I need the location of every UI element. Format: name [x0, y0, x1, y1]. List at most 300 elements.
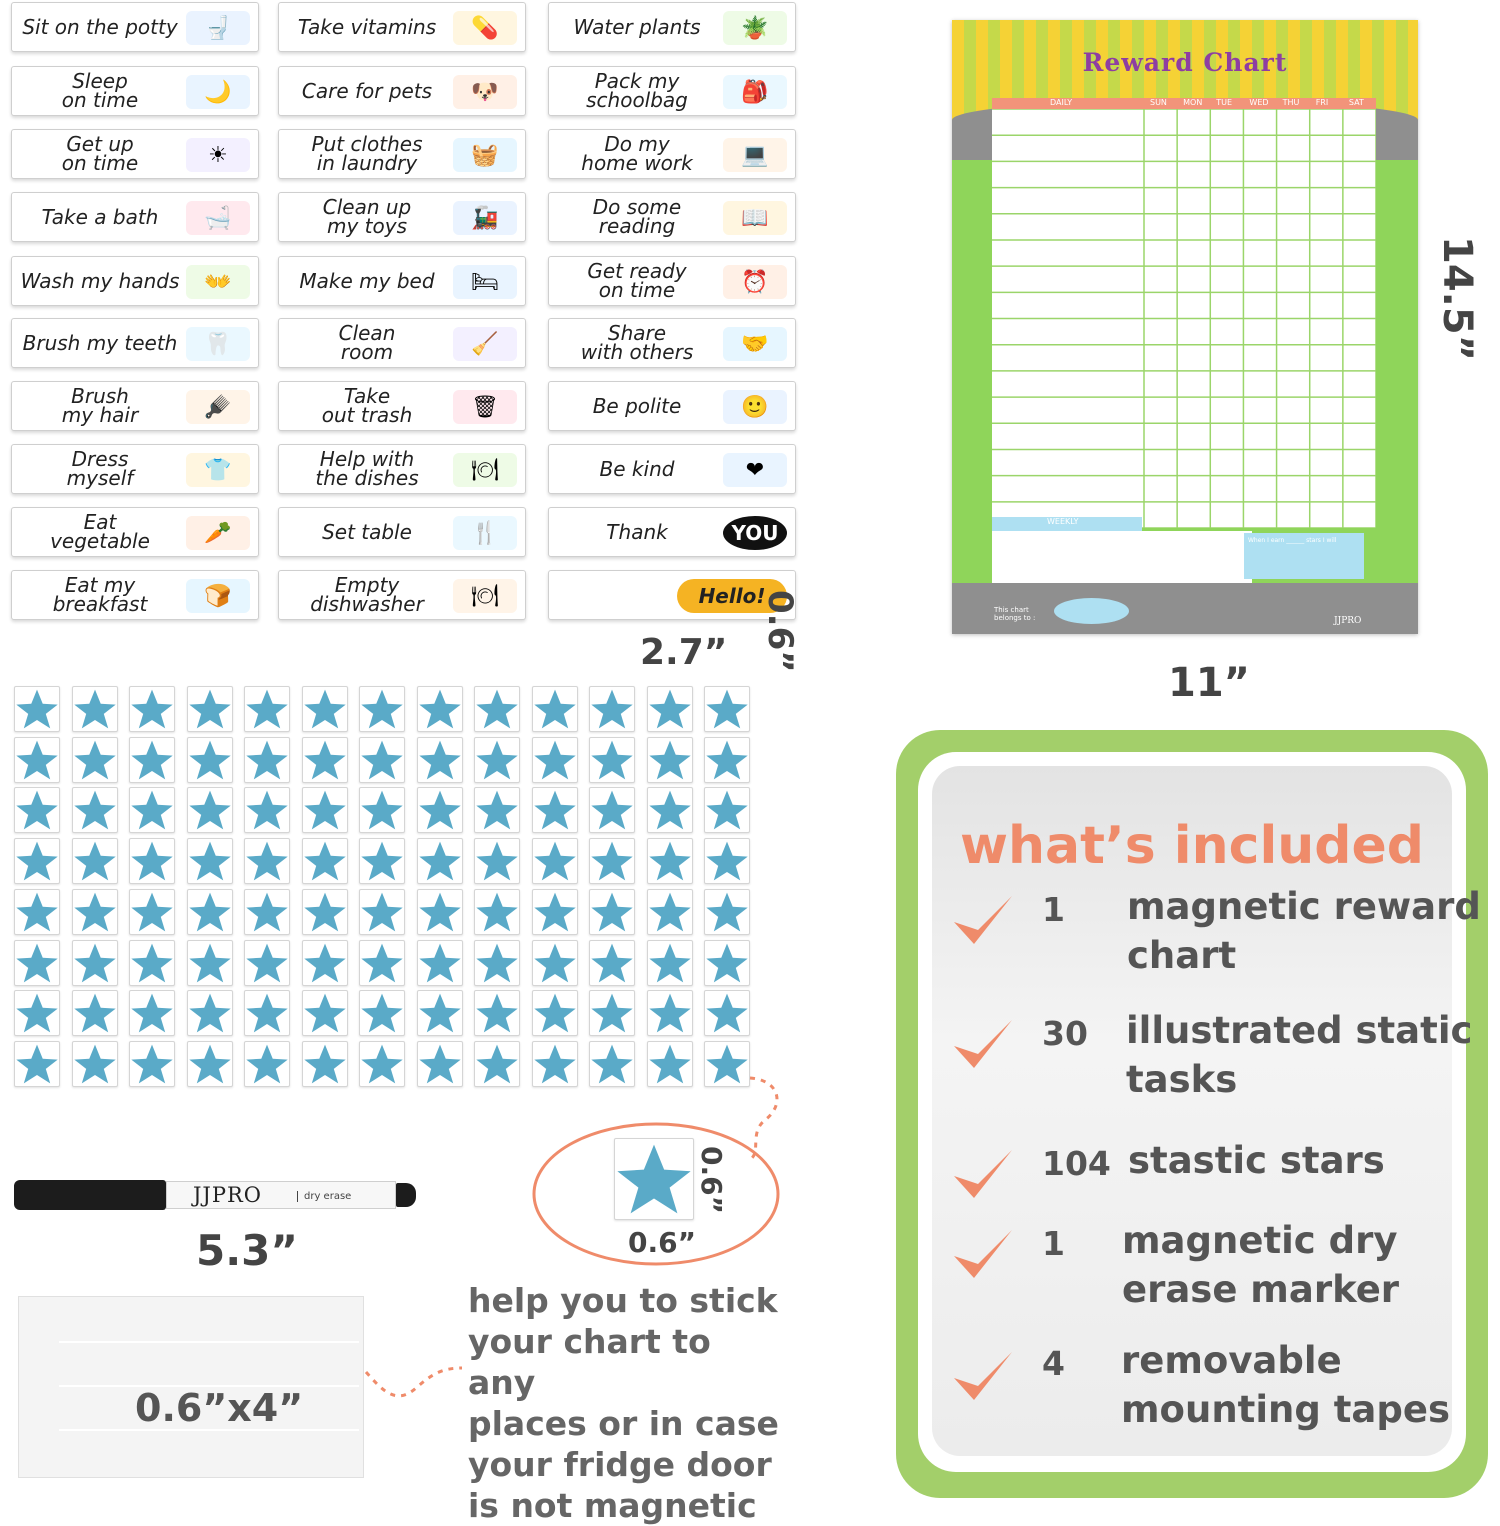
included-title: what’s included [959, 816, 1425, 876]
task-card [278, 256, 526, 306]
marker-cap [14, 1180, 166, 1210]
homework-icon: 💻 [723, 138, 787, 172]
reading-icon: 📖 [723, 201, 787, 235]
task-label: Do some reading [592, 195, 682, 238]
earn-box: When I earn ______ stars I will [1244, 533, 1364, 579]
chart-grid [992, 98, 1376, 528]
chart-grid-header [992, 98, 1376, 109]
star-sticker [417, 940, 463, 986]
star-sticker [72, 686, 118, 732]
star-icon [130, 788, 174, 832]
star-sticker [417, 686, 463, 732]
checkmark-icon [950, 1226, 1016, 1286]
star-sticker [532, 1041, 578, 1087]
star-sticker [244, 1041, 290, 1087]
star-sticker [244, 787, 290, 833]
task-label: Brush my hair [61, 384, 139, 427]
star-icon [475, 890, 519, 934]
star-sticker [417, 1041, 463, 1087]
task-card [278, 444, 526, 494]
task-label: Water plants [573, 14, 701, 39]
star-icon [245, 687, 289, 731]
star-sticker [417, 889, 463, 935]
star-sticker [72, 990, 118, 1036]
chart-width-label: 11” [1168, 660, 1250, 706]
star-sticker [704, 686, 750, 732]
star-sticker [129, 990, 175, 1036]
star-sticker [474, 787, 520, 833]
star-icon [303, 1042, 347, 1086]
toast-icon: 🍞 [186, 579, 250, 613]
day-label: THU [1282, 98, 1300, 107]
task-label: Help with the dishes [315, 447, 419, 490]
star-sticker [647, 990, 693, 1036]
task-card [11, 256, 259, 306]
thank-you-icon: YOU [723, 516, 787, 550]
star-icon [245, 991, 289, 1035]
star-sticker [187, 940, 233, 986]
task-label: Be polite [592, 393, 682, 418]
task-card [548, 444, 796, 494]
task-card [548, 318, 796, 368]
star-sticker [129, 686, 175, 732]
marker-length-label: 5.3” [196, 1226, 299, 1275]
included-count: 1 [1042, 890, 1065, 929]
star-sticker [187, 889, 233, 935]
star-icon [475, 687, 519, 731]
polite-kids-icon: 🙂 [723, 390, 787, 424]
star-sticker [244, 838, 290, 884]
marker-type: dry erase [297, 1191, 351, 1202]
task-label: Set table [322, 519, 412, 544]
star-icon [533, 991, 577, 1035]
star-sticker [129, 737, 175, 783]
task-label: Do my home work [581, 132, 693, 175]
potty-icon: 🚽 [186, 11, 250, 45]
star-icon [705, 788, 749, 832]
star-icon [648, 941, 692, 985]
teamwork-hands-icon: 🤝 [723, 327, 787, 361]
star-icon [130, 991, 174, 1035]
star-icon [648, 788, 692, 832]
star-sticker [532, 889, 578, 935]
star-icon [15, 1042, 59, 1086]
task-label: Clean room [338, 321, 396, 364]
star-sticker [302, 940, 348, 986]
included-text: removable mounting tapes [1121, 1339, 1450, 1431]
star-sticker [302, 889, 348, 935]
star-detail-sticker [614, 1138, 694, 1220]
made-bed-icon: 🛏 [453, 265, 517, 299]
star-icon [475, 991, 519, 1035]
star-sticker [647, 737, 693, 783]
star-icon [130, 687, 174, 731]
star-icon [418, 788, 462, 832]
day-label: SUN [1150, 98, 1167, 107]
star-icon [360, 1042, 404, 1086]
task-card [11, 444, 259, 494]
reward-chart [952, 20, 1418, 634]
task-card [278, 381, 526, 431]
task-label: Put clothes in laundry [311, 132, 423, 175]
task-label: Take vitamins [297, 14, 437, 39]
included-count: 4 [1042, 1344, 1065, 1383]
task-label: Get ready on time [587, 259, 687, 302]
star-icon [303, 687, 347, 731]
marker-tip [396, 1183, 416, 1207]
star-icon [418, 941, 462, 985]
star-icon [303, 788, 347, 832]
star-icon [533, 687, 577, 731]
task-card [548, 381, 796, 431]
star-icon [15, 941, 59, 985]
tape-note: help you to stick your chart to any places or in case your fridge door is not magnetic [468, 1281, 779, 1525]
star-sticker [474, 686, 520, 732]
star-sticker [244, 990, 290, 1036]
day-label: WED [1249, 98, 1269, 107]
star-sticker [72, 1041, 118, 1087]
daily-label: DAILY [1050, 98, 1073, 107]
star-sticker [244, 686, 290, 732]
star-icon [15, 738, 59, 782]
toys-icon: 🚂 [453, 201, 517, 235]
star-sticker [359, 737, 405, 783]
weekly-label: WEEKLY [992, 517, 1142, 531]
task-card [278, 192, 526, 242]
star-sticker [647, 889, 693, 935]
task-card [11, 66, 259, 116]
star-sticker [359, 787, 405, 833]
star-icon [15, 788, 59, 832]
star-sticker [187, 787, 233, 833]
star-icon [590, 839, 634, 883]
task-card [548, 570, 796, 620]
included-text: illustrated static tasks [1126, 1009, 1473, 1101]
included-text: stastic stars [1128, 1139, 1385, 1182]
star-icon [648, 738, 692, 782]
task-card [11, 192, 259, 242]
star-icon [475, 941, 519, 985]
tape-strip [59, 1341, 359, 1387]
star-icon [188, 788, 232, 832]
task-card [11, 318, 259, 368]
included-count: 104 [1042, 1144, 1111, 1183]
task-label: Clean up my toys [322, 195, 412, 238]
plate-icon: 🍴 [453, 516, 517, 550]
star-sticker [417, 787, 463, 833]
task-card [278, 66, 526, 116]
schoolbag-icon: 🎒 [723, 75, 787, 109]
star-icon [188, 890, 232, 934]
star-sticker [532, 737, 578, 783]
star-sticker [474, 889, 520, 935]
star-icon [705, 941, 749, 985]
star-sticker [129, 787, 175, 833]
star-icon [475, 738, 519, 782]
task-card [11, 129, 259, 179]
star-sticker [704, 940, 750, 986]
task-label: Wash my hands [20, 268, 180, 293]
star-icon [705, 687, 749, 731]
alarm-clock-icon: ⏰ [723, 265, 787, 299]
star-icon [533, 738, 577, 782]
star-icon [705, 839, 749, 883]
task-label: Sleep on time [61, 69, 139, 112]
trash-bins-icon: 🗑 [453, 390, 517, 424]
star-icon [73, 738, 117, 782]
task-card [548, 2, 796, 52]
star-icon [475, 839, 519, 883]
star-icon [188, 1042, 232, 1086]
star-sticker [532, 686, 578, 732]
star-icon [533, 941, 577, 985]
star-icon [590, 941, 634, 985]
star-sticker [302, 737, 348, 783]
dry-erase-marker [14, 1178, 416, 1212]
task-card [11, 2, 259, 52]
vitamin-icon: 💊 [453, 11, 517, 45]
star-sticker [187, 737, 233, 783]
star-sticker [647, 686, 693, 732]
pets-icon: 🐶 [453, 75, 517, 109]
included-count: 1 [1042, 1224, 1065, 1263]
day-label: MON [1183, 98, 1203, 107]
star-sticker [72, 737, 118, 783]
day-label: TUE [1216, 98, 1233, 107]
included-text: magnetic reward chart [1127, 885, 1481, 977]
star-sticker [474, 990, 520, 1036]
task-card [11, 507, 259, 557]
task-label: Care for pets [301, 78, 433, 103]
star-icon [648, 991, 692, 1035]
star-sticker [129, 1041, 175, 1087]
star-icon [73, 890, 117, 934]
star-icon [360, 738, 404, 782]
task-card [278, 570, 526, 620]
star-sticker [589, 787, 635, 833]
star-icon [590, 991, 634, 1035]
star-icon [245, 738, 289, 782]
star-sticker [359, 1041, 405, 1087]
star-icon [705, 991, 749, 1035]
task-label: Sit on the potty [22, 14, 178, 39]
star-sticker [244, 889, 290, 935]
star-sticker [302, 990, 348, 1036]
star-sticker [359, 838, 405, 884]
tape-size-label: 0.6”x4” [135, 1386, 304, 1430]
day-label: SAT [1348, 98, 1364, 107]
task-label: Eat vegetable [50, 510, 150, 553]
task-width-label: 2.7” [640, 632, 728, 673]
chart-brand: JJPRO [1334, 616, 1362, 626]
star-icon [15, 687, 59, 731]
star-icon [130, 738, 174, 782]
star-sticker [589, 686, 635, 732]
star-icon [418, 738, 462, 782]
star-icon [533, 890, 577, 934]
star-sticker [72, 838, 118, 884]
star-icon [475, 1042, 519, 1086]
star-sticker [302, 787, 348, 833]
star-icon [418, 839, 462, 883]
star-icon [590, 1042, 634, 1086]
task-card [548, 507, 796, 557]
star-sticker [417, 737, 463, 783]
star-sticker [589, 838, 635, 884]
task-label: Take out trash [321, 384, 413, 427]
task-label: Thank [606, 519, 668, 544]
task-card [548, 256, 796, 306]
tape-strip [59, 1297, 359, 1343]
star-icon [590, 788, 634, 832]
star-sticker [647, 838, 693, 884]
star-icon [590, 687, 634, 731]
star-icon [130, 890, 174, 934]
star-height-label: 0.6” [695, 1146, 728, 1215]
marker-barrel [166, 1181, 396, 1209]
task-height-label: 0.6” [760, 590, 800, 673]
star-sticker [187, 990, 233, 1036]
chart-grid-lines [992, 98, 1376, 528]
dishes-icon: 🍽 [453, 453, 517, 487]
task-card [548, 66, 796, 116]
star-sticker [417, 838, 463, 884]
star-sticker [302, 838, 348, 884]
task-card [548, 129, 796, 179]
star-icon [130, 839, 174, 883]
star-sticker [704, 737, 750, 783]
star-sticker [129, 838, 175, 884]
weekly-box [992, 531, 1252, 583]
star-icon [418, 890, 462, 934]
star-icon [130, 941, 174, 985]
star-sticker [359, 686, 405, 732]
star-icon [73, 839, 117, 883]
task-card [11, 381, 259, 431]
task-label: Make my bed [299, 268, 435, 293]
star-sticker [14, 940, 60, 986]
star-icon [418, 1042, 462, 1086]
star-sticker [302, 1041, 348, 1087]
star-icon [15, 839, 59, 883]
star-sticker [474, 940, 520, 986]
star-sticker [704, 990, 750, 1036]
bed-night-icon: 🌙 [186, 75, 250, 109]
star-sticker [244, 737, 290, 783]
star-icon [303, 738, 347, 782]
star-sticker [14, 990, 60, 1036]
star-sticker [359, 940, 405, 986]
star-sticker [647, 787, 693, 833]
tooth-icon: 🦷 [186, 327, 250, 361]
star-sticker [14, 1041, 60, 1087]
star-sticker [704, 838, 750, 884]
star-sticker [244, 940, 290, 986]
star-sticker [589, 990, 635, 1036]
star-sticker [417, 990, 463, 1036]
star-icon [533, 839, 577, 883]
star-icon [73, 788, 117, 832]
star-icon [360, 941, 404, 985]
star-sticker [589, 889, 635, 935]
star-sticker [14, 787, 60, 833]
star-sticker [532, 940, 578, 986]
task-label: Get up on time [61, 132, 139, 175]
day-label: FRI [1315, 98, 1329, 107]
star-icon [188, 738, 232, 782]
laundry-icon: 🧺 [453, 138, 517, 172]
star-sticker [704, 787, 750, 833]
heart-icon: ❤ [723, 453, 787, 487]
star-sticker [359, 990, 405, 1036]
star-icon [533, 788, 577, 832]
star-icon [705, 738, 749, 782]
star-sticker [474, 737, 520, 783]
star-icon [360, 991, 404, 1035]
checkmark-icon [950, 892, 1016, 952]
star-sticker [72, 889, 118, 935]
star-icon [648, 839, 692, 883]
star-icon [648, 890, 692, 934]
star-sticker [72, 787, 118, 833]
star-icon [245, 788, 289, 832]
star-icon [418, 991, 462, 1035]
star-icon [15, 991, 59, 1035]
star-sticker [14, 889, 60, 935]
star-sticker [359, 889, 405, 935]
star-sticker [647, 940, 693, 986]
included-text: magnetic dry erase marker [1122, 1219, 1400, 1311]
checkmark-icon [950, 1348, 1016, 1408]
star-sticker [532, 990, 578, 1036]
task-card [278, 318, 526, 368]
star-icon [73, 687, 117, 731]
bed-morning-icon: ☀ [186, 138, 250, 172]
cleaning-icon: 🧹 [453, 327, 517, 361]
star-sticker [302, 686, 348, 732]
task-label: Share with others [580, 321, 694, 364]
star-icon [303, 941, 347, 985]
belongs-text: This chart belongs to : [994, 606, 1036, 622]
star-icon [360, 890, 404, 934]
star-sticker [647, 1041, 693, 1087]
clothes-icon: 👕 [186, 453, 250, 487]
star-icon [303, 890, 347, 934]
tape-strip [59, 1429, 359, 1477]
star-icon [648, 1042, 692, 1086]
star-icon [188, 941, 232, 985]
task-label: Eat my breakfast [52, 573, 148, 616]
star-icon [360, 839, 404, 883]
checkmark-icon [950, 1016, 1016, 1076]
star-icon [245, 839, 289, 883]
star-icon [73, 1042, 117, 1086]
marker-brand: JJPRO [193, 1183, 262, 1207]
star-icon [475, 788, 519, 832]
task-card [278, 2, 526, 52]
star-sticker [589, 940, 635, 986]
task-label: Empty dishwasher [310, 573, 424, 616]
dishwasher-icon: 🍽 [453, 579, 517, 613]
task-label: Pack my schoolbag [586, 69, 688, 112]
star-sticker [187, 686, 233, 732]
task-label: Be kind [599, 456, 675, 481]
chart-title: Reward Chart [1082, 48, 1288, 77]
star-icon [615, 1139, 693, 1219]
task-card [278, 507, 526, 557]
star-icon [245, 941, 289, 985]
star-icon [245, 890, 289, 934]
